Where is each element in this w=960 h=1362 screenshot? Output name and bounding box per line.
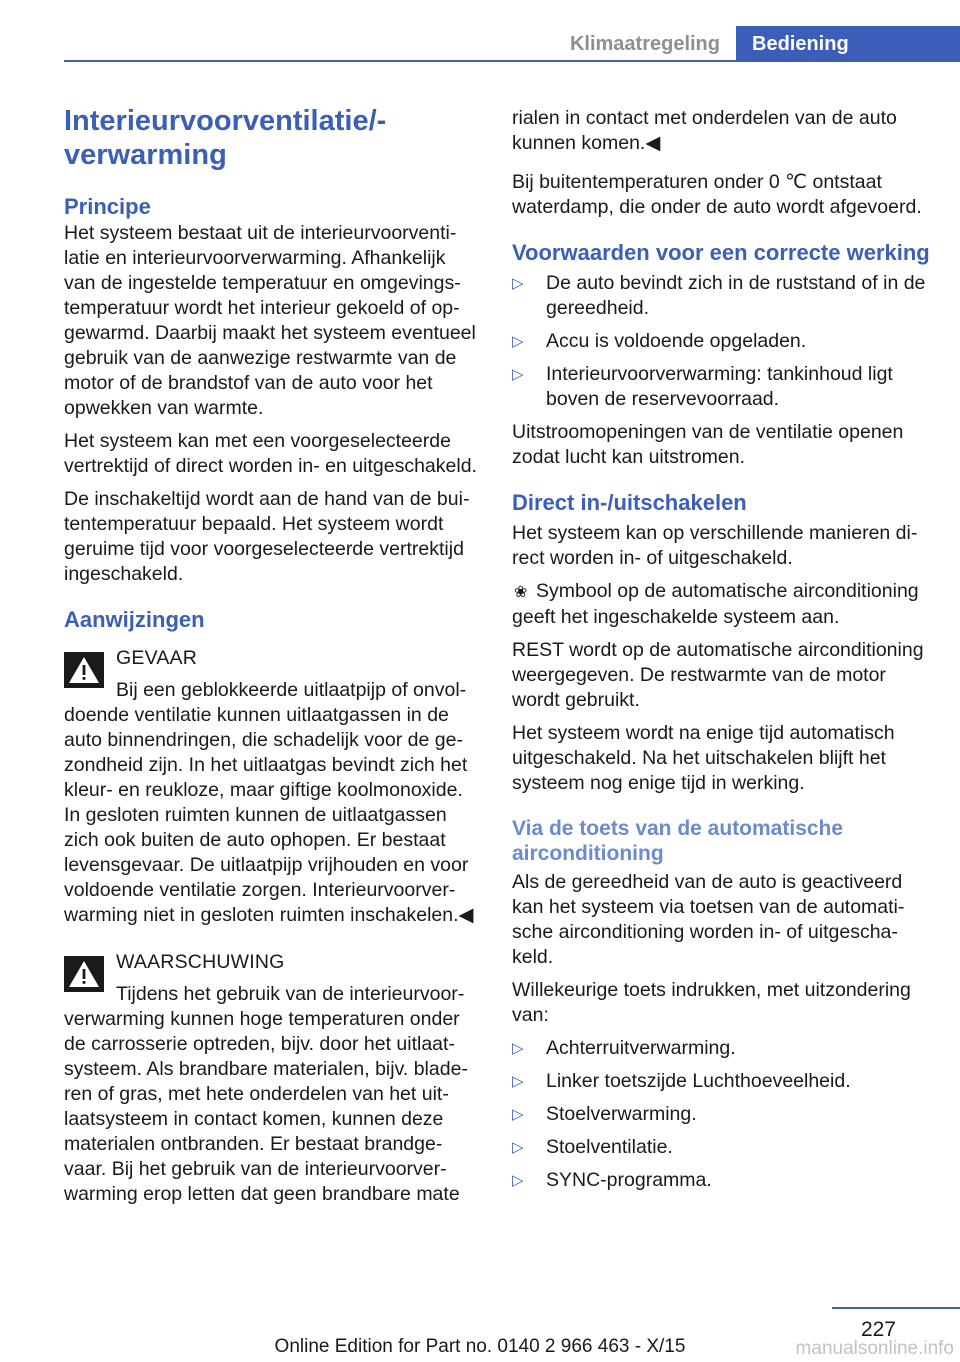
list-item xyxy=(512,1168,932,1193)
danger-title: GEVAAR xyxy=(116,647,198,669)
aanwijzingen-heading: Aanwijzingen xyxy=(64,607,205,632)
list-item xyxy=(512,1069,932,1094)
list-item xyxy=(512,1102,932,1127)
list-item xyxy=(512,271,932,321)
warning-title: WAARSCHUWING xyxy=(116,951,285,973)
list-item-text: Linker toetszijde Luchthoeveelheid. xyxy=(546,1070,851,1092)
bullet-triangle-icon: ▷ xyxy=(512,1172,524,1189)
end-mark-icon: ◀ xyxy=(645,132,661,154)
list-item-text: SYNC-programma. xyxy=(546,1169,712,1191)
right-column xyxy=(512,106,932,1201)
header-rule xyxy=(64,60,960,62)
warning-triangle-icon xyxy=(64,652,104,688)
warning-notice xyxy=(64,950,478,1207)
warning-text: Tijdens het gebruik van de interieurvoorverwarming kunnen hoge temperaturen onder de carrosserie optreden, bijv. door het uitlaatsysteem. Als brandbare materialen, bijv. bladeren of gras, met hete onderdelen van het uitlaatsysteem in contact komen, kunnen deze materialen ontbranden. Er bestaat brandgevaar. Bij het gebruik van de interieurvoorverwarming erop letten dat geen brandbare mate xyxy=(64,983,468,1205)
bullet-triangle-icon: ▷ xyxy=(512,1139,524,1156)
principe-paragraph-1: Het systeem bestaat uit de interieurvoorventilatie en interieurvoorverwarming. Afhankelijk van de ingestelde temperatuur en omgevingstemperatuur wordt het interieur gekoeld of opgewarmd. Daarbij maakt het systeem eventueel gebruik van de aanwezige restwarmte van de motor of de brandstof van de auto voor het opwekken van warmte. xyxy=(64,222,476,419)
via-heading: Via de toets van de automatische airconditioning xyxy=(512,817,844,865)
left-column xyxy=(64,104,478,1215)
continued-paragraph xyxy=(512,106,932,156)
direct-paragraph-2 xyxy=(512,579,932,630)
warning-triangle-icon xyxy=(64,956,104,992)
danger-text: Bij een geblokkeerde uitlaatpijp of onvoldoende ventilatie kunnen uitlaatgassen in de auto binnendringen, die schadelijk voor de gezondheid zijn. In het uitlaatgas bevindt zich het kleur- en reukloze, maar giftige koolmonoxide. In gesloten ruimten kunnen de uitlaatgassen zich ook buiten de auto ophopen. Er bestaat levensgevaar. De uitlaatpijp vrijhouden en voor voldoende ventilatie zorgen. Interieurvoorverwarming niet in gesloten ruimten inschakelen. xyxy=(64,679,469,926)
list-item xyxy=(512,1036,932,1061)
principe-paragraph-2: Het systeem kan met een voorgeselecteerde vertrektijd of direct worden in- en uitgeschakeld. xyxy=(64,430,477,477)
via-paragraph-2: Willekeurige toets indrukken, met uitzondering van: xyxy=(512,979,911,1026)
bullet-triangle-icon: ▷ xyxy=(512,333,524,350)
bullet-triangle-icon: ▷ xyxy=(512,1073,524,1090)
bullet-triangle-icon: ▷ xyxy=(512,1106,524,1123)
via-paragraph-1: Als de gereedheid van de auto is geactiveerd kan het systeem via toetsen van de automatische airconditioning worden in- of uitgeschakeld. xyxy=(512,871,905,968)
page-title: Interieurvoorventilatie/-verwarming xyxy=(64,105,387,171)
principe-paragraph-3: De inschakeltijd wordt aan de hand van de buitentemperatuur bepaald. Het systeem wordt geruime tijd voor voorgeselecteerde vertrektijd ingeschakeld. xyxy=(64,488,470,585)
list-item-text: Stoelventilatie. xyxy=(546,1136,673,1158)
direct-heading: Direct in-/uitschakelen xyxy=(512,490,747,515)
list-item xyxy=(512,362,932,412)
edition-line: Online Edition for Part no. 0140 2 966 463 - X/15 xyxy=(274,1336,686,1357)
direct-paragraph-2-text: Symbool op de automatische airconditioning geeft het ingeschakelde systeem aan. xyxy=(512,580,919,628)
conditions-after-paragraph: Uitstroomopeningen van de ventilatie openen zodat lucht kan uitstromen. xyxy=(512,421,904,468)
end-mark-icon: ◀ xyxy=(458,904,474,926)
direct-paragraph-3: REST wordt op de automatische airconditioning weergegeven. De restwarmte van de motor wordt gebruikt. xyxy=(512,639,924,711)
direct-paragraph-1: Het systeem kan op verschillende manieren direct worden in- of uitgeschakeld. xyxy=(512,522,918,569)
list-item-text: Stoelverwarming. xyxy=(546,1103,697,1125)
direct-paragraph-4: Het systeem wordt na enige tijd automatisch uitgeschakeld. Na het uitschakelen blijft het systeem nog enige tijd in werking. xyxy=(512,722,895,794)
bullet-triangle-icon: ▷ xyxy=(512,366,524,383)
list-item-text: Accu is voldoende opgeladen. xyxy=(546,330,807,352)
chapter-tab: Bediening xyxy=(736,26,960,62)
conditions-list xyxy=(512,271,932,412)
fan-symbol-icon: ❀ xyxy=(514,584,528,601)
exceptions-list xyxy=(512,1036,932,1193)
danger-notice xyxy=(64,646,478,928)
list-item-text: Achterruitverwarming. xyxy=(546,1037,736,1059)
section-label: Klimaatregeling xyxy=(569,33,720,55)
list-item xyxy=(512,1135,932,1160)
principe-heading: Principe xyxy=(64,194,151,219)
temperature-paragraph: Bij buitentemperaturen onder 0 ℃ ontstaat waterdamp, die onder de auto wordt afgevoerd. xyxy=(512,171,922,218)
list-item-text: Interieurvoorverwarming: tankinhoud ligt boven de reservevoorraad. xyxy=(546,363,893,410)
continued-text: rialen in contact met onderdelen van de auto kunnen komen. xyxy=(512,107,897,154)
watermark: manualsonline.info xyxy=(795,1338,954,1359)
page-header xyxy=(0,0,960,62)
footer-rule xyxy=(832,1307,960,1309)
page-number: 227 xyxy=(860,1318,896,1341)
list-item-text: De auto bevindt zich in de ruststand of in de gereedheid. xyxy=(546,272,926,319)
list-item xyxy=(512,329,932,354)
bullet-triangle-icon: ▷ xyxy=(512,1040,524,1057)
conditions-heading: Voorwaarden voor een correcte werking xyxy=(512,240,930,265)
bullet-triangle-icon: ▷ xyxy=(512,275,524,292)
